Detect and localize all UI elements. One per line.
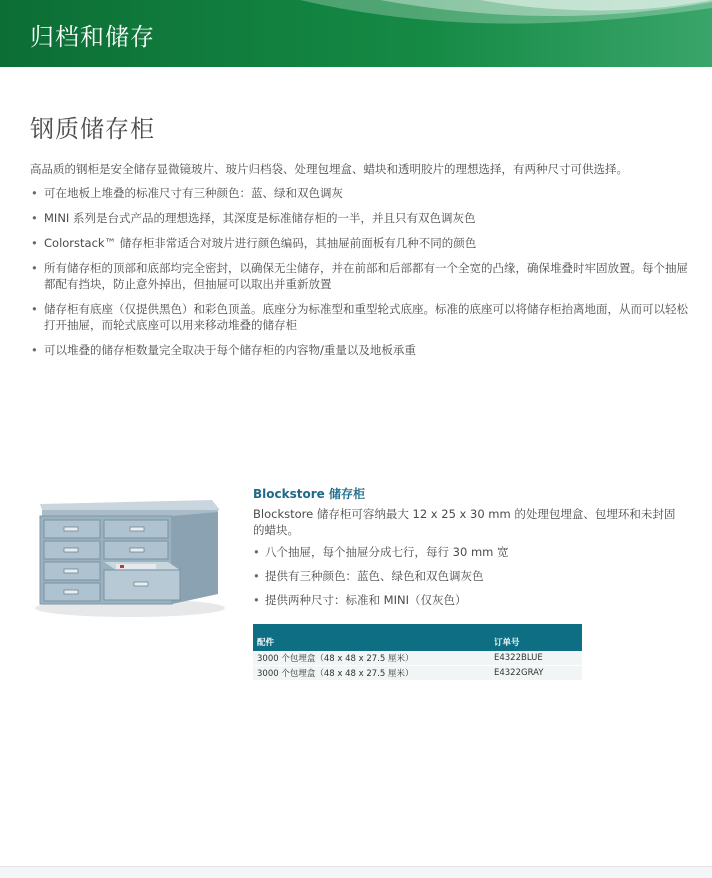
list-item: • MINI 系列是台式产品的理想选择，其深度是标准储存柜的一半，并且只有双色调灰色 — [30, 210, 690, 226]
product-title: Blockstore 储存柜 — [253, 487, 365, 501]
list-item: • 储存柜有底座（仅提供黑色）和彩色顶盖。底座分为标准型和重型轮式底座。标准的底座可以将储存柜抬离地面，从而可以轻松打开抽屉，而轮式底座可以用来移动堆叠的储存柜 — [30, 301, 690, 333]
table-header-row — [253, 624, 582, 651]
list-item: • 可以堆叠的储存柜数量完全取决于每个储存柜的内容物/重量以及地板承重 — [30, 342, 690, 358]
feature-list — [30, 185, 690, 367]
table-cell: E4322BLUE — [490, 651, 582, 666]
footer-divider — [0, 866, 712, 878]
table-row — [253, 666, 582, 681]
page-header — [0, 0, 712, 67]
column-header: 配件 — [253, 624, 490, 651]
column-header: 订单号 — [490, 624, 582, 651]
list-item: • 所有储存柜的顶部和底部均完全密封，以确保无尘储存，并在前部和后部都有一个全宽的凸缘，确保堆叠时牢固放置。每个抽屉都配有挡块，防止意外掉出，但抽屉可以取出并重新放置 — [30, 260, 690, 292]
list-item: • 提供有三种颜色：蓝色、绿色和双色调灰色 — [253, 568, 683, 584]
section-title: 归档和储存 — [30, 23, 155, 51]
list-item: • 可在地板上堆叠的标准尺寸有三种颜色：蓝、绿和双色调灰 — [30, 185, 690, 201]
storage-cabinet-icon — [30, 490, 230, 620]
table-cell: 3000 个包埋盒（48 x 48 x 27.5 厘米） — [253, 651, 490, 666]
product-description: Blockstore 储存柜可容纳最大 12 x 25 x 30 mm 的处理包埋盒、包埋环和未封固的蜡块。 — [253, 507, 676, 537]
list-item: • Colorstack™ 储存柜非常适合对玻片进行颜色编码，其抽屉前面板有几种不同的颜色 — [30, 235, 690, 251]
intro-paragraph: 高品质的钢柜是安全储存显微镜玻片、玻片归档袋、处理包埋盒、蜡块和透明胶片的理想选择，有两种尺寸可供选择。 — [30, 162, 628, 176]
table-cell: E4322GRAY — [490, 666, 582, 681]
product-feature-list — [253, 544, 683, 616]
list-item: • 提供两种尺寸：标准和 MINI（仅灰色） — [253, 592, 683, 608]
order-table — [253, 624, 582, 680]
table-row — [253, 651, 582, 666]
list-item: • 八个抽屉，每个抽屉分成七行，每行 30 mm 宽 — [253, 544, 683, 560]
table-cell: 3000 个包埋盒（48 x 48 x 27.5 厘米） — [253, 666, 490, 681]
page-title: 钢质储存柜 — [30, 115, 155, 143]
